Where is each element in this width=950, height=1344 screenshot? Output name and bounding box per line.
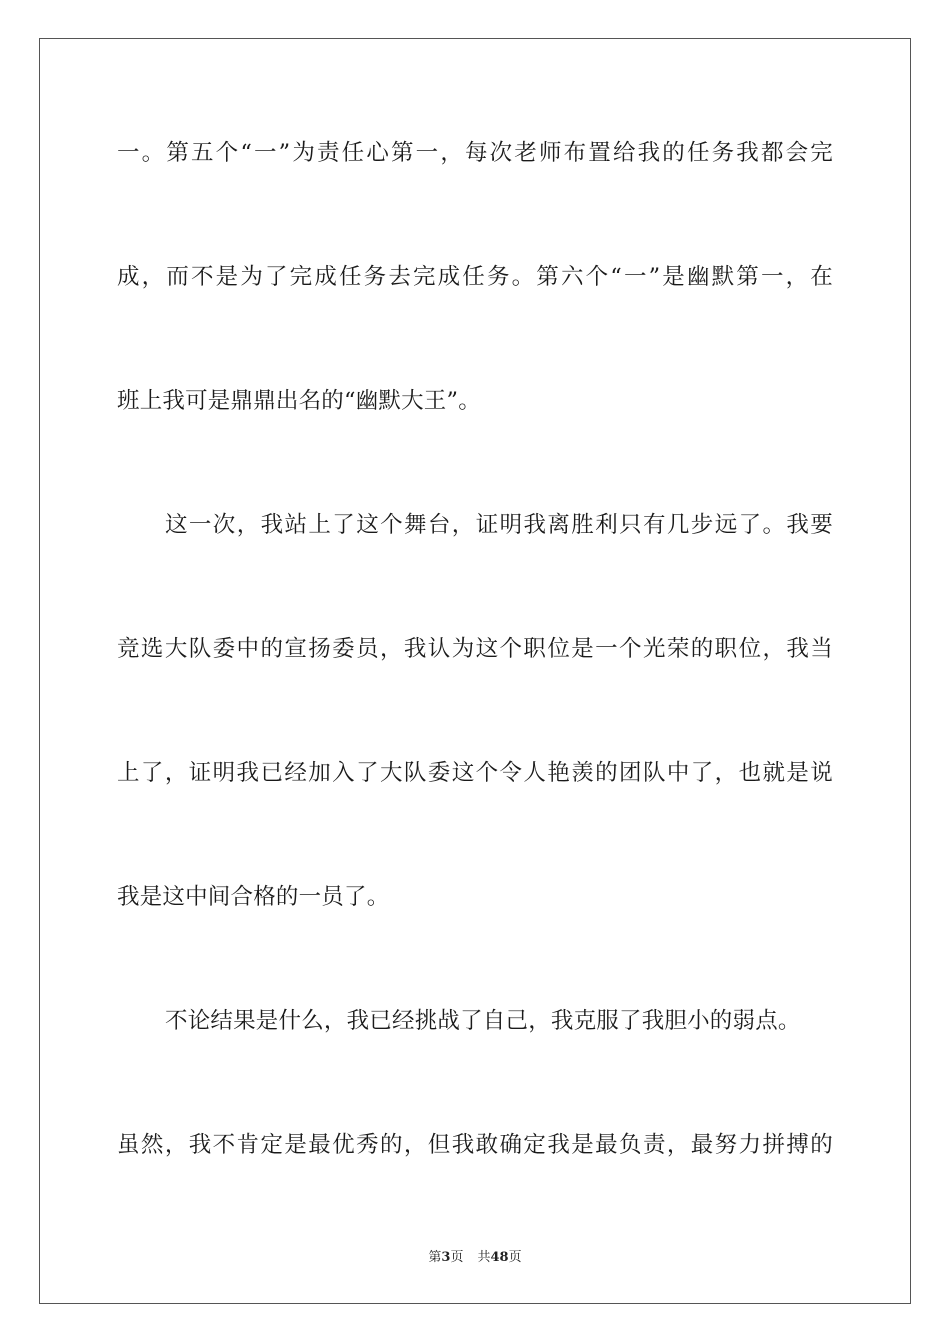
text-line-3: 班上我可是鼎鼎出名的“幽默大王”。 [117, 388, 481, 414]
text-line-2: 成，而不是为了完成任务去完成任务。第六个“一”是幽默第一，在 [117, 264, 833, 290]
footer-total-pages: 48 [490, 1250, 509, 1265]
text-line-4: 这一次，我站上了这个舞台，证明我离胜利只有几步远了。我要 [165, 512, 833, 538]
footer-page-prefix: 第 [428, 1250, 442, 1265]
text-line-8: 不论结果是什么，我已经挑战了自己，我克服了我胆小的弱点。 [165, 1008, 801, 1034]
footer-total-suffix: 页 [508, 1250, 522, 1265]
page-footer [0, 1246, 950, 1265]
text-line-7: 我是这中间合格的一员了。 [117, 884, 390, 910]
footer-page-number: 3 [441, 1250, 451, 1265]
text-line-9: 虽然，我不肯定是最优秀的，但我敢确定我是最负责，最努力拼搏的 [117, 1132, 833, 1158]
page-border [39, 38, 911, 1304]
text-line-6: 上了，证明我已经加入了大队委这个令人艳羡的团队中了，也就是说 [117, 760, 833, 786]
footer-page-suffix: 页 [450, 1250, 464, 1265]
text-line-1: 一。第五个“一”为责任心第一，每次老师布置给我的任务我都会完 [117, 140, 833, 166]
footer-total-prefix: 共 [477, 1250, 491, 1265]
text-line-5: 竞选大队委中的宣扬委员，我认为这个职位是一个光荣的职位，我当 [117, 636, 833, 662]
